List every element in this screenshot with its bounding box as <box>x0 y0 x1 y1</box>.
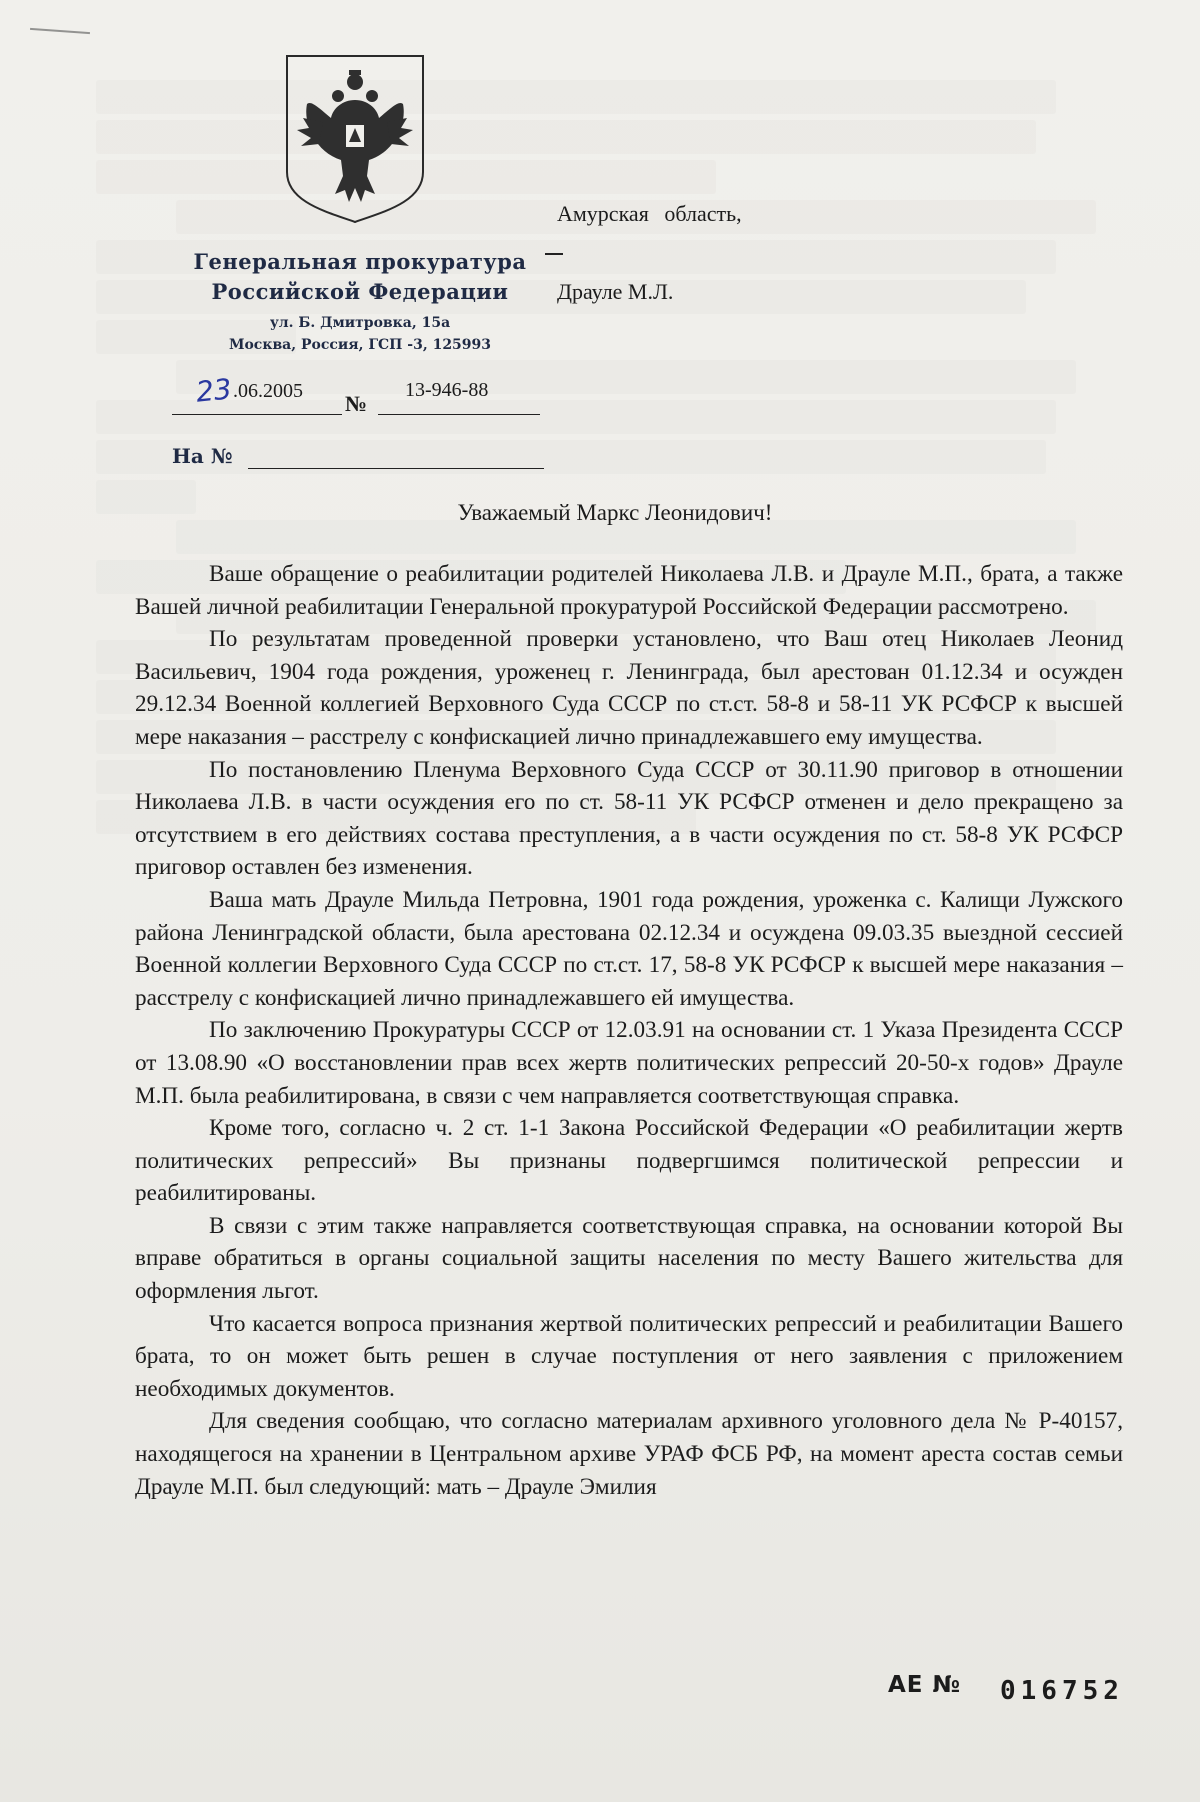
salutation: Уважаемый Маркс Леонидович! <box>457 500 773 525</box>
body-paragraph: Для сведения сообщаю, что согласно материалам архивного уголовного дела № Р-40157, находящегося на хранении в Центральном архиве УРАФ ФСБ РФ, на момент ареста состав семьи Драуле М.П. был следующий: мать – Драуле Эмилия <box>135 1408 1123 1500</box>
reply-to-underline <box>248 468 544 469</box>
body-paragraph: Что касается вопроса признания жертвой политических репрессий и реабилитации Вашего брата, то он может быть решен в случае поступления от него заявления с приложением необходимых документов. <box>135 1310 1123 1402</box>
agency-address-line1: ул. Б. Дмитровка, 15а <box>269 315 451 331</box>
letter-body <box>135 558 1123 1503</box>
body-paragraph: По заключению Прокуратуры СССР от 12.03.91 на основании ст. 1 Указа Президента СССР от 13.08.90 «О восстановлении прав всех жертв политических репрессий 20-50-х годов» Драуле М.П. была реабилитирована, в связи с чем направляется соответствующая справка. <box>135 1017 1123 1109</box>
recipient-region: Амурская область, <box>557 201 742 226</box>
reply-to-label: На № <box>172 444 233 468</box>
body-paragraph: Ваша мать Драуле Мильда Петровна, 1901 года рождения, уроженка с. Калищи Лужского района Ленинградской области, была арестована 02.12.34 и осуждена 09.03.35 выездной сессией Военной коллегии Верховного Суда СССР по ст.ст. 17, 58-8 УК РСФСР к высшей мере наказания – расстрелу с конфискацией лично принадлежавшего ей имущества. <box>135 886 1123 1011</box>
outgoing-number: 13-946-88 <box>405 379 489 401</box>
paper-crease-mark <box>30 28 90 34</box>
agency-address <box>140 312 580 356</box>
form-serial-label: АЕ № <box>888 1672 962 1698</box>
number-underline <box>378 414 540 415</box>
number-label: № <box>345 391 368 416</box>
body-paragraph: Ваше обращение о реабилитации родителей Николаева Л.В. и Драуле М.П., брата, а также Вашей личной реабилитации Генеральной прокуратурой Российской Федерации рассмотрено. <box>135 561 1123 620</box>
recipient-name: Драуле М.Л. <box>557 279 674 304</box>
body-paragraph: В связи с этим также направляется соответствующая справка, на основании которой Вы вправе обратиться в органы социальной защиты населения по месту Вашего жительства для оформления льгот. <box>135 1212 1123 1305</box>
body-paragraph: По постановлению Пленума Верховного Суда СССР от 30.11.90 приговор в отношении Николаева Л.В. в части осуждения его по ст. 58-11 УК РСФСР отменен и дело прекращено за отсутствием в его действиях состава преступления, а в части осуждения по ст. 58-8 УК РСФСР приговор оставлен без изменения. <box>135 756 1123 881</box>
form-serial-number: 016752 <box>1000 1676 1124 1706</box>
body-paragraph: Кроме того, согласно ч. 2 ст. 1-1 Закона Российской Федерации «О реабилитации жертв политических репрессий» Вы признаны подвергшимся политической репрессии и реабилитированы. <box>135 1115 1123 1207</box>
russian-coat-of-arms-icon <box>283 52 427 224</box>
recipient-block <box>557 200 742 306</box>
agency-address-line2: Москва, Россия, ГСП -3, 125993 <box>228 337 492 353</box>
body-paragraph: По результатам проведенной проверки установлено, что Ваш отец Николаев Леонид Васильевич, 1904 года рождения, уроженец г. Ленинграда, был арестован 01.12.34 и осужден 29.12.34 Военной коллегией Верховного Суда СССР по ст.ст. 58-8 и 58-11 УК РСФСР к высшей мере наказания – расстрелу с конфискацией лично принадлежавшего ему имущества. <box>135 626 1123 750</box>
letter-date: .06.2005 <box>233 380 303 402</box>
handwritten-date-day: 23 <box>194 372 234 409</box>
agency-name-line2: Российской Федерации <box>211 279 509 304</box>
date-underline <box>172 414 342 415</box>
agency-name-line1: Генеральная прокуратура <box>193 249 527 274</box>
agency-name <box>140 247 580 307</box>
